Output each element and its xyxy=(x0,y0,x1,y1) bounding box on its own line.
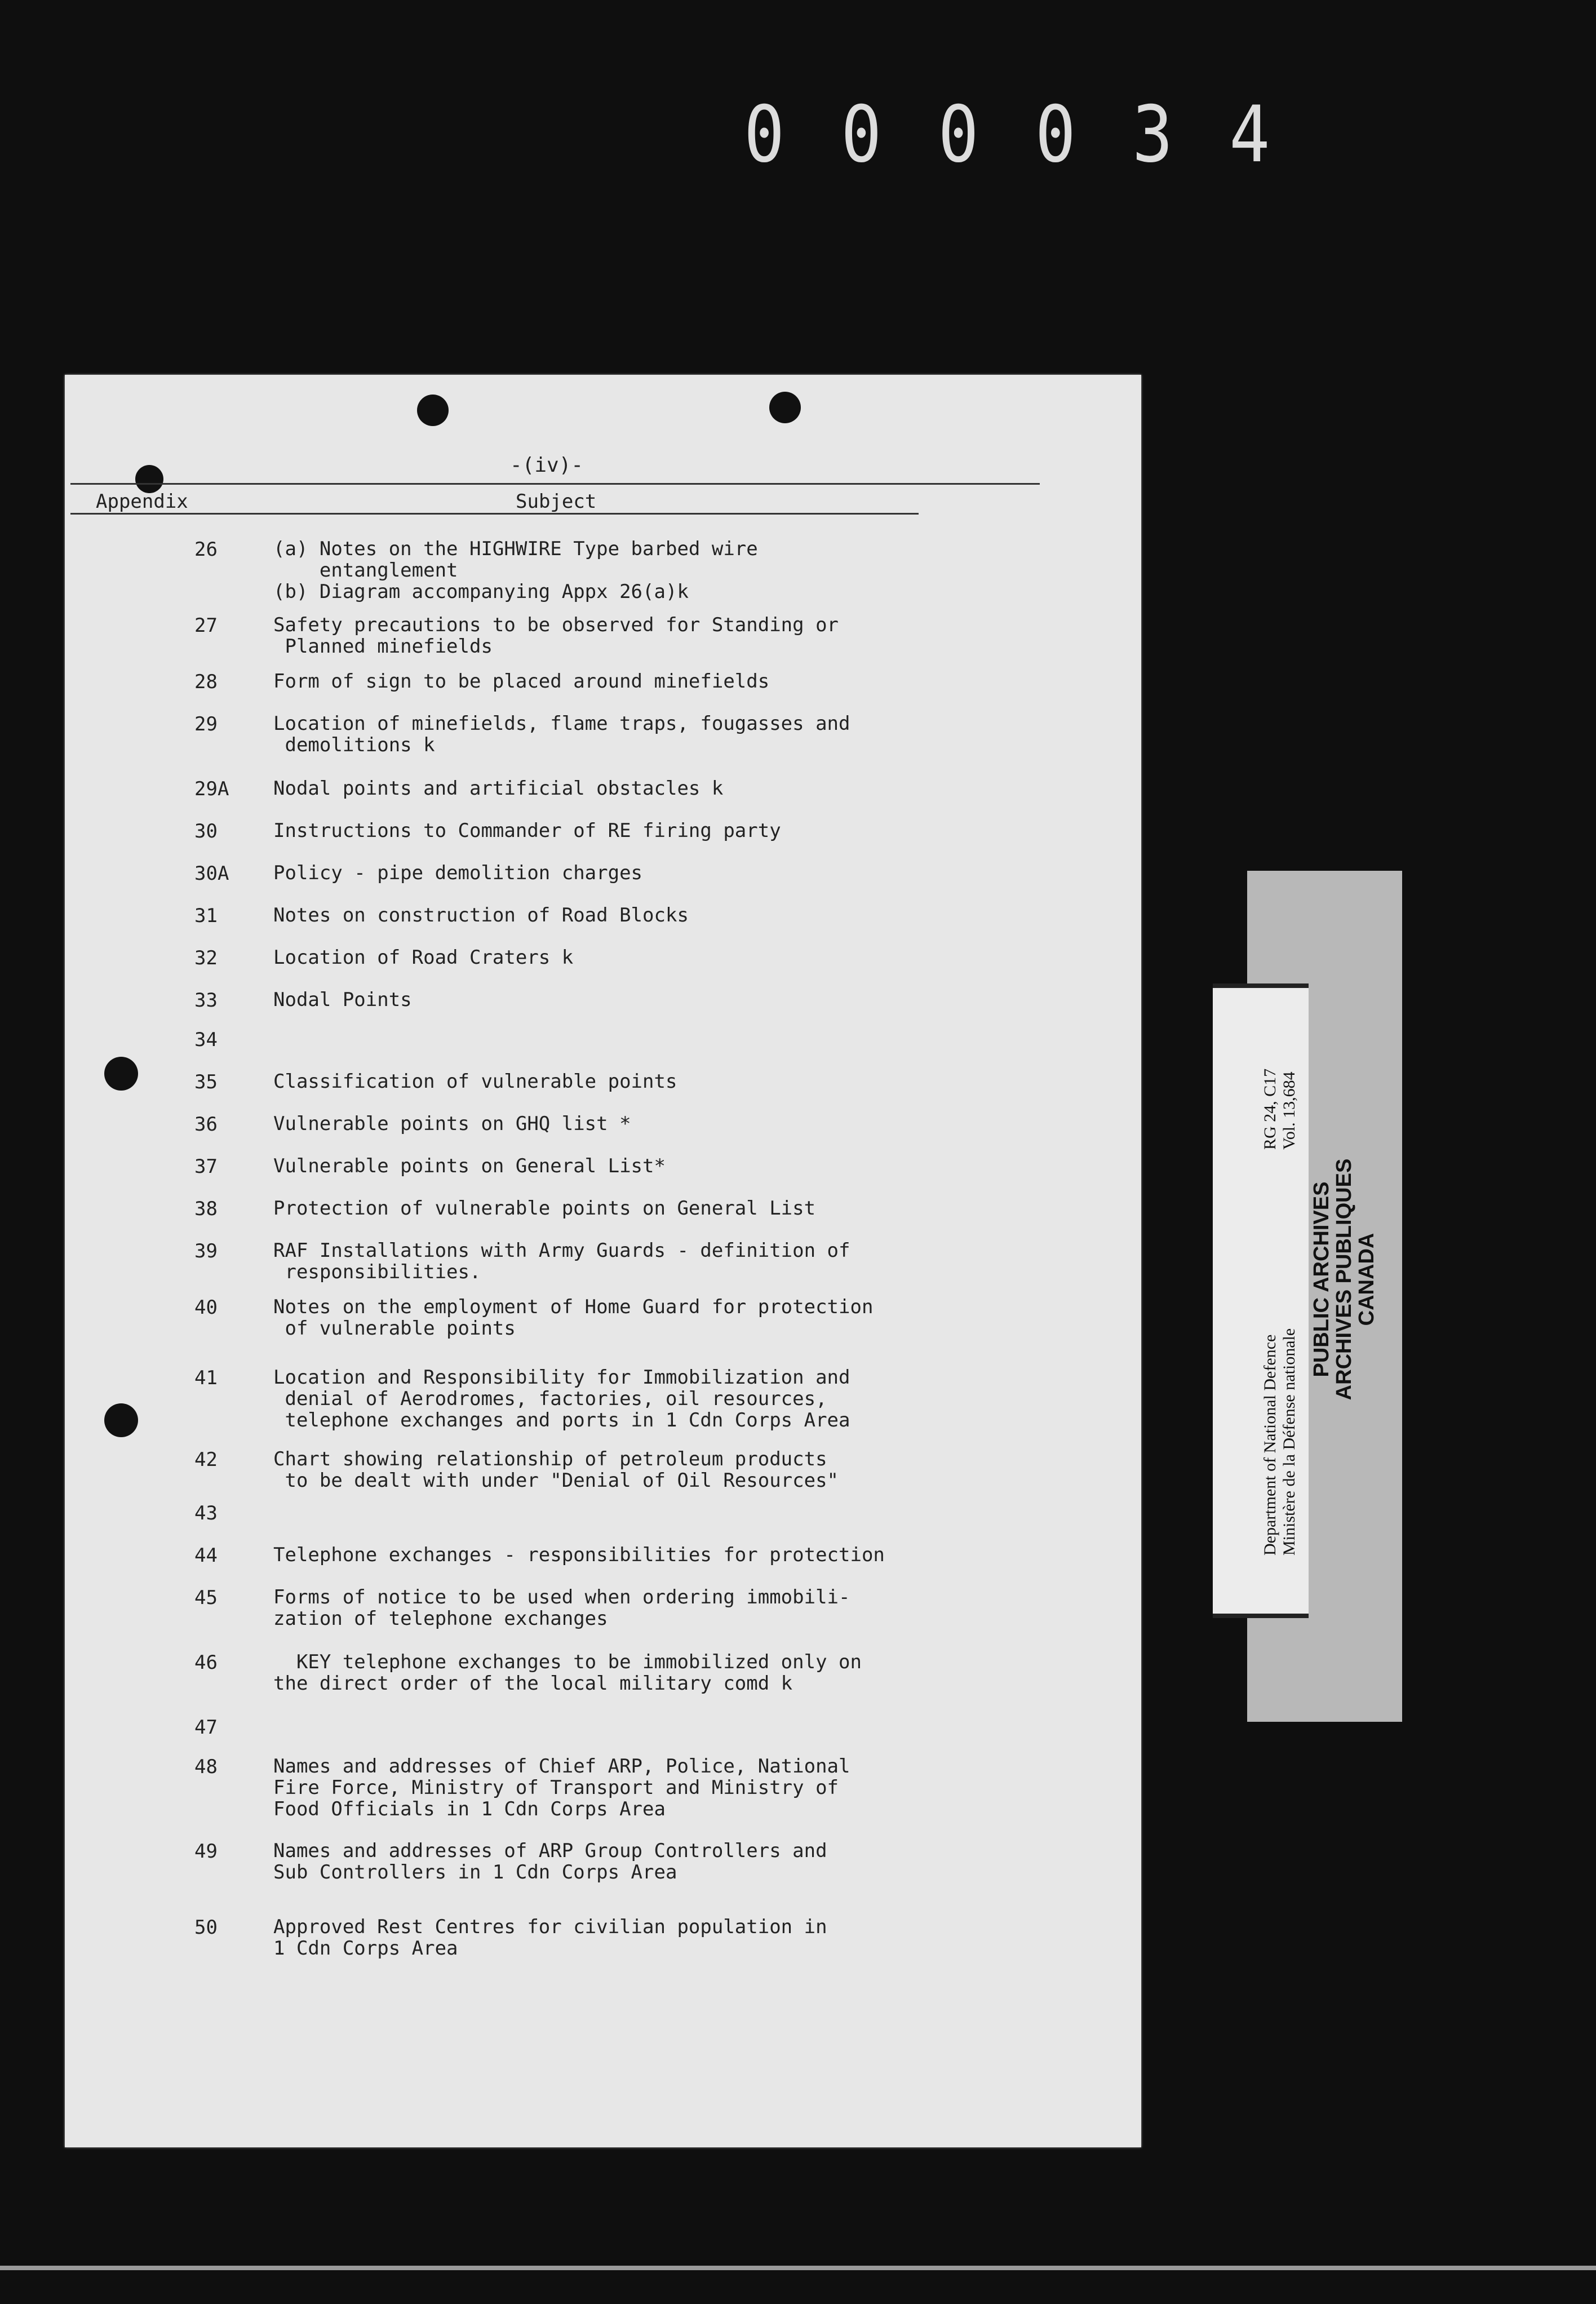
appendix-subject: Chart showing relationship of petroleum products to be dealt with under "Denial of Oil Resources" xyxy=(273,1448,839,1492)
appendix-subject: Notes on construction of Road Blocks xyxy=(273,904,689,927)
appendix-subject: Names and addresses of Chief ARP, Police, National Fire Force, Ministry of Transport and Ministry of Food Officials in 1 Cdn Corps Area xyxy=(273,1755,850,1820)
appendix-subject: Policy - pipe demolition charges xyxy=(273,862,643,884)
appendix-subject: Forms of notice to be used when ordering immobili- zation of telephone exchanges xyxy=(273,1586,850,1630)
archives-fr: ARCHIVES PUBLIQUES xyxy=(1332,1158,1356,1401)
appendix-number: 35 xyxy=(194,1071,218,1093)
appendix-number: 50 xyxy=(194,1916,218,1939)
appendix-header: Appendix xyxy=(96,490,188,513)
appendix-subject: Nodal points and artificial obstacles k xyxy=(273,777,724,800)
appendix-number: 45 xyxy=(194,1587,218,1609)
bottom-bar xyxy=(0,2266,1596,2270)
appendix-subject: Vulnerable points on GHQ list * xyxy=(273,1113,631,1135)
appendix-number: 48 xyxy=(194,1756,218,1778)
document-page xyxy=(65,375,1141,2147)
appendix-number: 29 xyxy=(194,713,218,735)
subject-header: Subject xyxy=(516,490,597,513)
appendix-subject: Telephone exchanges - responsibilities for protection xyxy=(273,1544,885,1566)
appendix-subject: (a) Notes on the HIGHWIRE Type barbed wire entanglement (b) Diagram accompanying Appx 26(a)k xyxy=(273,538,758,603)
appendix-number: 37 xyxy=(194,1155,218,1178)
appendix-subject: Instructions to Commander of RE firing party xyxy=(273,819,781,842)
appendix-number: 27 xyxy=(194,614,218,637)
appendix-number: 30A xyxy=(194,862,229,885)
appendix-number: 47 xyxy=(194,1716,218,1739)
appendix-number: 28 xyxy=(194,671,218,693)
appendix-subject: Nodal Points xyxy=(273,989,412,1011)
appendix-number: 36 xyxy=(194,1113,218,1136)
appendix-subject: Location of Road Craters k xyxy=(273,946,574,969)
appendix-subject: Classification of vulnerable points xyxy=(273,1070,677,1093)
appendix-subject: Notes on the employment of Home Guard for protection of vulnerable points xyxy=(273,1296,874,1340)
appendix-number: 31 xyxy=(194,905,218,927)
volume: Vol. 13,684 xyxy=(1280,1071,1298,1150)
appendix-subject: Location of minefields, flame traps, fougasses and demolitions k xyxy=(273,712,850,756)
appendix-number: 30 xyxy=(194,820,218,843)
punch-hole xyxy=(769,392,801,423)
appendix-subject: Vulnerable points on General List* xyxy=(273,1155,666,1177)
appendix-number: 46 xyxy=(194,1651,218,1674)
top-rule xyxy=(70,483,1040,485)
appendix-number: 39 xyxy=(194,1240,218,1262)
appendix-subject: Names and addresses of ARP Group Controllers and Sub Controllers in 1 Cdn Corps Area xyxy=(273,1840,827,1884)
appendix-subject: Safety precautions to be observed for Standing or Planned minefields xyxy=(273,614,839,658)
reference: RG 24, C17 xyxy=(1261,1068,1279,1150)
frame-number: 000034 xyxy=(744,90,1327,180)
appendix-number: 41 xyxy=(194,1367,218,1389)
public-archives-stamp xyxy=(1310,1110,1389,1448)
appendix-number: 49 xyxy=(194,1840,218,1863)
punch-hole xyxy=(135,465,163,493)
header-rule xyxy=(70,513,919,515)
dept-fr: Ministère de la Défense nationale xyxy=(1280,1328,1298,1556)
dept-en: Department of National Defence xyxy=(1261,1334,1279,1556)
archives-en: PUBLIC ARCHIVES xyxy=(1310,1181,1333,1377)
appendix-number: 42 xyxy=(194,1448,218,1471)
appendix-subject: KEY telephone exchanges to be immobilized only on the direct order of the local military comd k xyxy=(273,1651,862,1695)
appendix-number: 26 xyxy=(194,538,218,561)
appendix-number: 34 xyxy=(194,1029,218,1051)
appendix-subject: Approved Rest Centres for civilian population in 1 Cdn Corps Area xyxy=(273,1916,827,1960)
appendix-subject: Location and Responsibility for Immobilization and denial of Aerodromes, factories, oil resources, telephone exchanges and ports in 1 Cdn Corps Area xyxy=(273,1366,850,1432)
punch-hole xyxy=(417,395,449,426)
punch-hole xyxy=(104,1057,138,1091)
page-number: -(iv)- xyxy=(510,454,584,477)
appendix-number: 44 xyxy=(194,1544,218,1567)
appendix-number: 40 xyxy=(194,1296,218,1319)
appendix-number: 33 xyxy=(194,989,218,1012)
appendix-subject: Protection of vulnerable points on General List xyxy=(273,1197,816,1220)
appendix-number: 29A xyxy=(194,778,229,800)
appendix-number: 43 xyxy=(194,1502,218,1525)
appendix-subject: RAF Installations with Army Guards - definition of responsibilities. xyxy=(273,1239,850,1283)
appendix-subject: Form of sign to be placed around minefields xyxy=(273,670,770,693)
appendix-number: 32 xyxy=(194,947,218,969)
punch-hole xyxy=(104,1403,138,1437)
appendix-number: 38 xyxy=(194,1198,218,1220)
country: CANADA xyxy=(1355,1233,1378,1326)
